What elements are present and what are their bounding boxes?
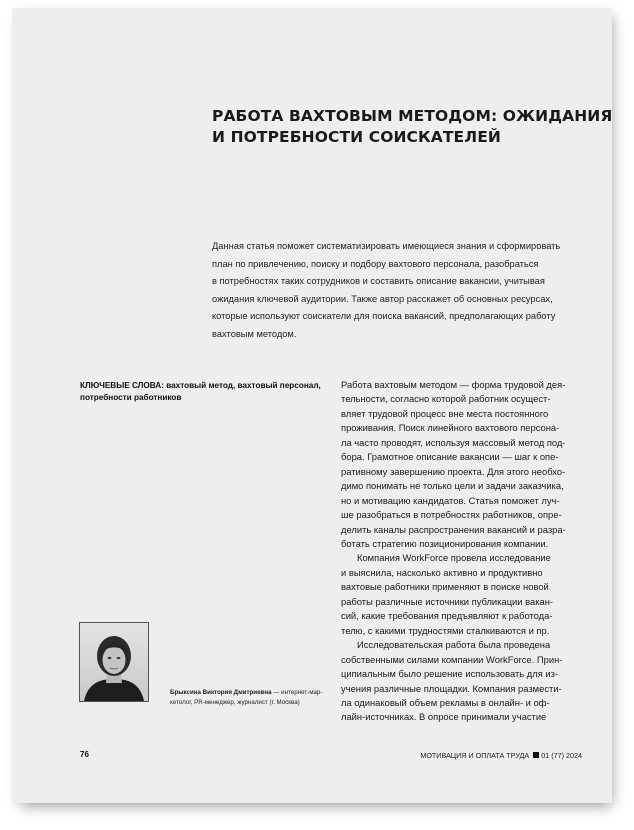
body-line: ла часто проводят, используя массовый метод под- — [341, 436, 566, 448]
lead-line: в потребностях таких сотрудников и составить описание вакансии, учитывая — [212, 276, 545, 287]
body-line: Исследовательская работа была проведена — [357, 639, 551, 651]
body-line: ла одинаковый объем рекламы в онлайн- и оф- — [341, 696, 550, 708]
body-line: димо понимать не только цели и задачи заказчика, — [341, 480, 564, 492]
square-bullet-icon — [533, 752, 539, 758]
body-line: вахтовые работники применяют в поиске новой — [341, 581, 549, 593]
body-line: ше разобраться в потребностях работников, опре- — [341, 509, 562, 521]
body-line: лайн-источниках. В опросе принимали участие — [341, 711, 547, 723]
keywords-line: потребности работников — [80, 392, 182, 402]
body-line: ботать стратегию позиционирования компании. — [341, 537, 549, 549]
lead-line: которые используют соискатели для поиска вакансий, предполагающих работу — [212, 311, 556, 322]
body-line: учения различные площадки. Компания размести- — [341, 682, 562, 694]
body-line: ративному завершению проекта. Для этого необхо- — [341, 465, 566, 477]
lead-line: вахтовым методом. — [212, 328, 297, 339]
body-line: но и мотивацию кандидатов. Статья поможет луч- — [341, 494, 560, 506]
article-body — [341, 378, 601, 725]
body-line: телю, с какими трудностями сталкиваются и пр. — [341, 624, 550, 636]
body-line: ципиальным было решение использовать для из- — [341, 668, 559, 680]
page-number: 76 — [80, 750, 89, 759]
lead-line: Данная статья поможет систематизировать имеющиеся знания и сформировать — [212, 241, 561, 251]
body-line: тельности, согласно которой работник осущест- — [341, 393, 551, 405]
body-line: работы различные источники публикации вакан- — [341, 595, 554, 607]
author-info — [170, 688, 340, 707]
keywords-line: КЛЮЧЕВЫЕ СЛОВА: вахтовый метод, вахтовый персонал, — [80, 381, 321, 390]
author-photo — [79, 622, 149, 702]
body-line: проживания. Поиск линейного вахтового персона- — [341, 422, 560, 434]
body-line: собственными силами компании WorkForce. Прин- — [341, 653, 563, 665]
title-line: И ПОТРЕБНОСТИ СОИСКАТЕЛЕЙ — [212, 128, 501, 146]
keywords — [80, 380, 330, 403]
journal-footer — [420, 751, 582, 760]
body-line: Работа вахтовым методом — форма трудовой дея- — [341, 379, 566, 390]
title-line: РАБОТА ВАХТОВЫМ МЕТОДОМ: ОЖИДАНИЯ — [212, 107, 612, 125]
author-role: кетолог, PR-менеджер, журналист (г. Москва) — [170, 698, 300, 706]
author-portrait-image — [80, 623, 148, 701]
article-lead — [212, 238, 584, 344]
body-line: и выяснила, насколько активно и продуктивно — [341, 566, 543, 578]
body-line: бора. Грамотное описание вакансии — шаг к опе- — [341, 451, 559, 463]
article-title — [212, 106, 612, 148]
body-line: делить каналы распространения вакансий и разра- — [341, 523, 566, 535]
body-line: сий, какие требования предъявляют к работода- — [341, 610, 553, 622]
author-role: — интернет-мар- — [271, 689, 323, 696]
magazine-page — [12, 8, 612, 803]
body-line: вляет трудовой процесс вне места постоянного — [341, 407, 549, 419]
journal-title: МОТИВАЦИЯ И ОПЛАТА ТРУДА — [420, 751, 530, 760]
lead-line: ожидания ключевой аудитории. Также автор расскажет об основных ресурсах, — [212, 293, 553, 304]
body-line: Компания WorkForce провела исследование — [357, 552, 551, 564]
lead-line: план по привлечению, поиску и подбору вахтового персонала, разобраться — [212, 258, 539, 269]
journal-issue: 01 (77) 2024 — [541, 751, 582, 760]
author-name: Брыксина Виктория Дмитриевна — [170, 689, 272, 696]
